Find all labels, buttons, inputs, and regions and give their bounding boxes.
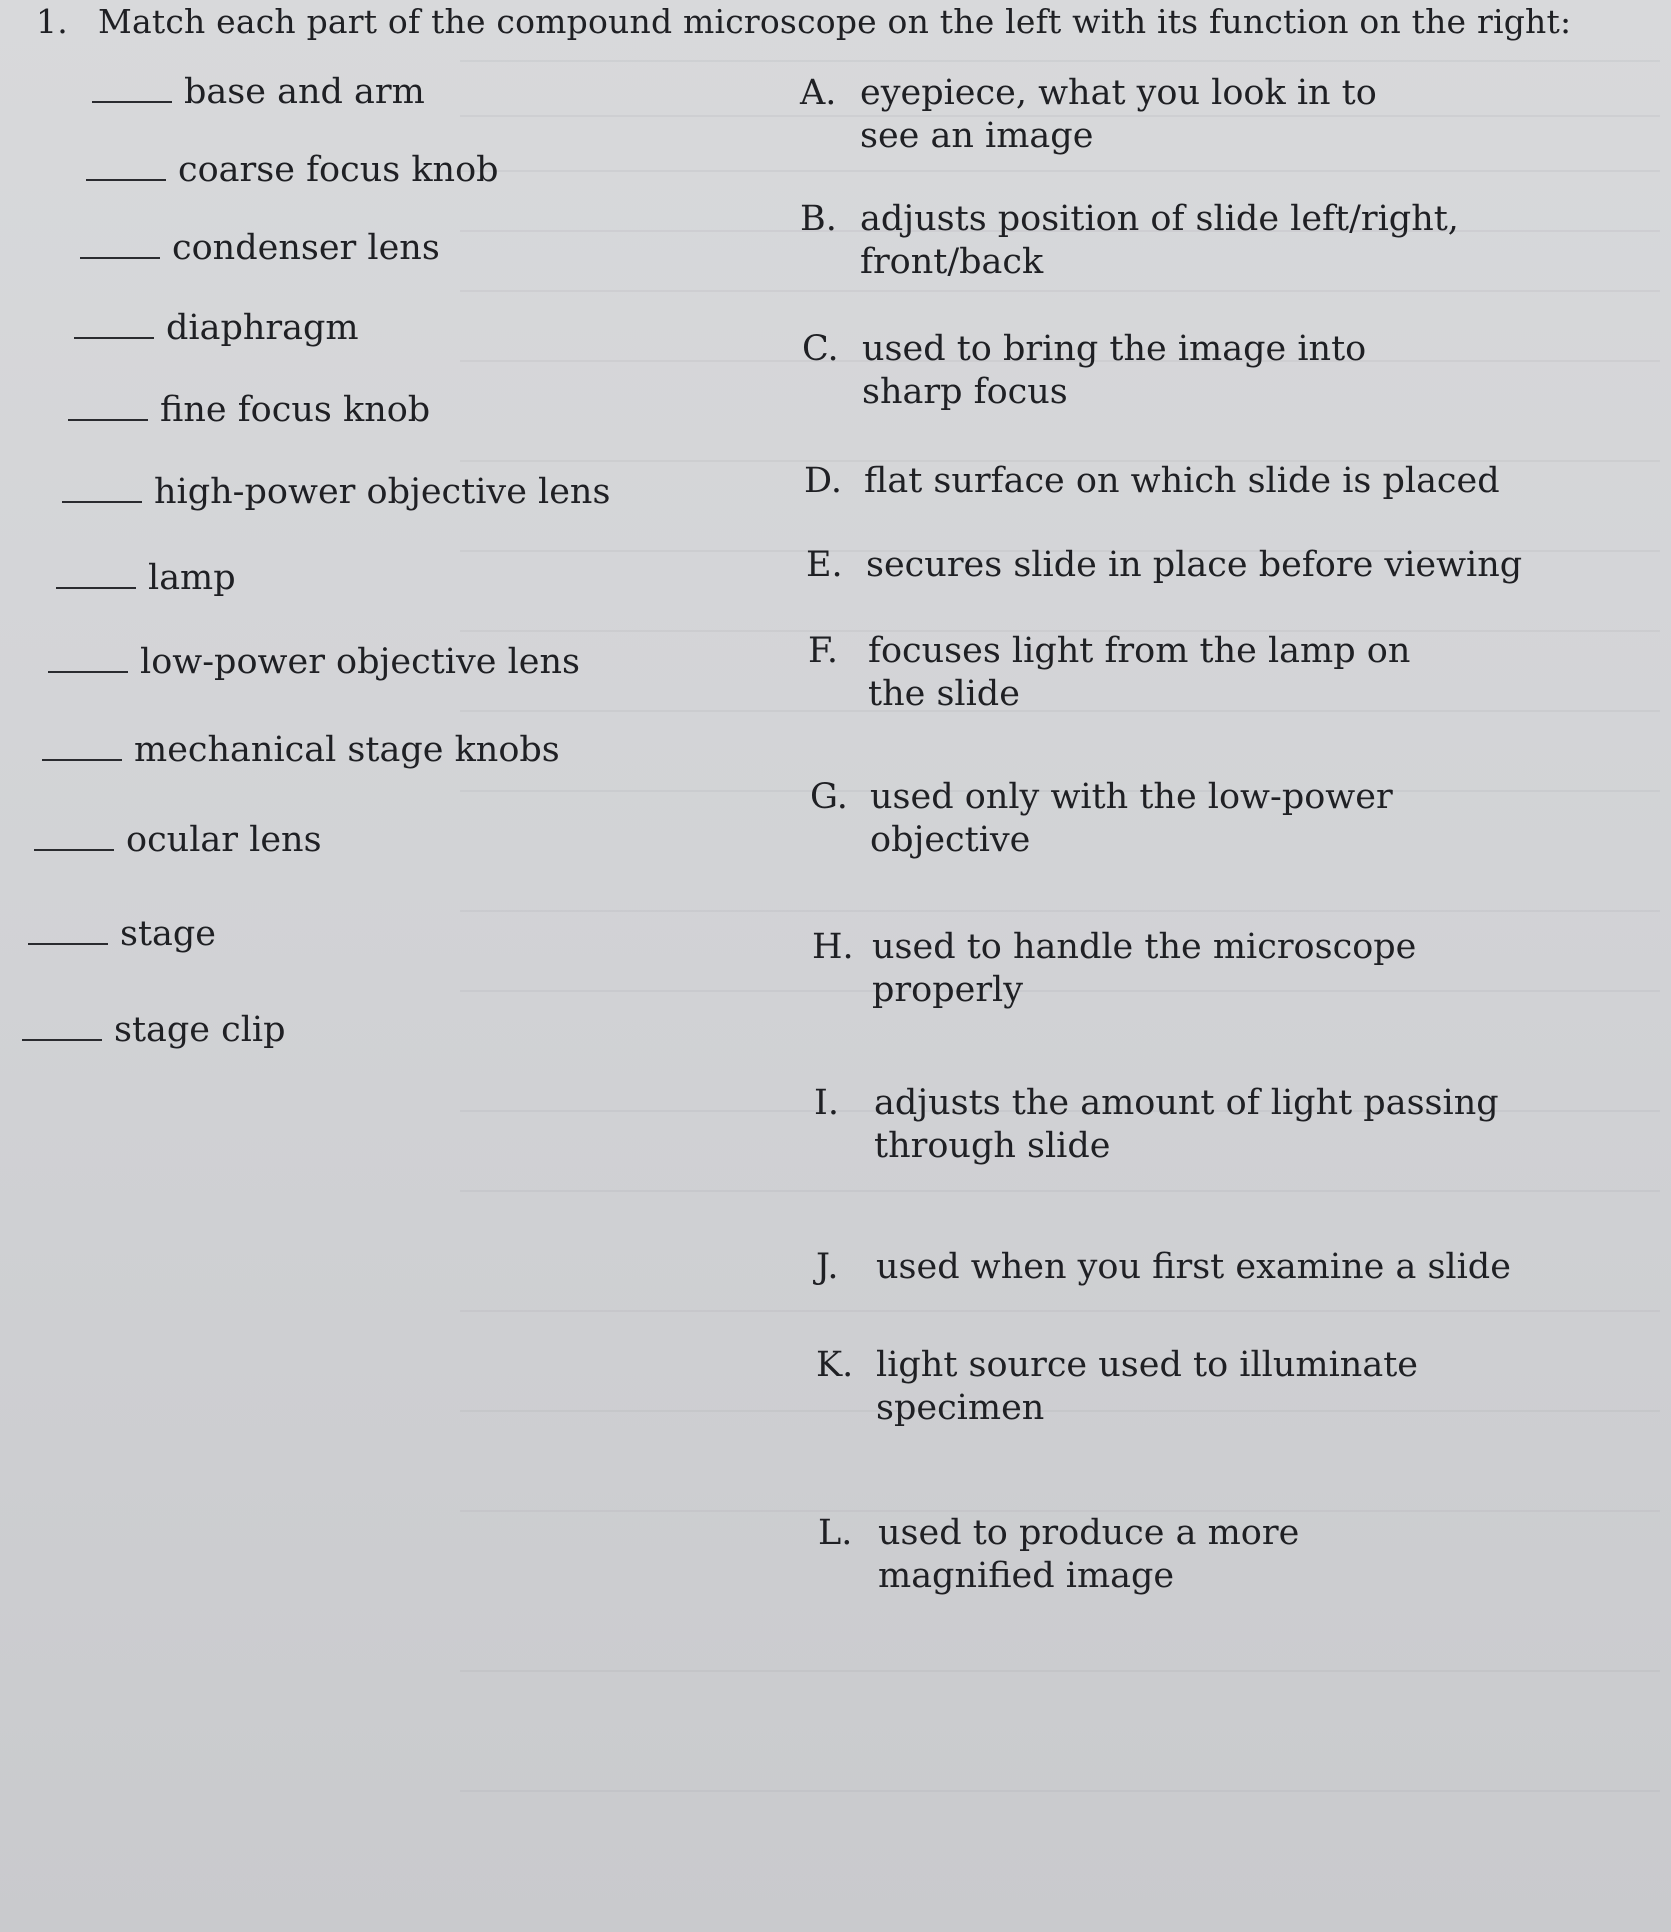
function-text: used to produce a more magnified image — [878, 1513, 1300, 1596]
part-item — [92, 72, 425, 112]
answer-blank[interactable] — [28, 942, 108, 945]
function-letter: C. — [802, 329, 839, 369]
function-item — [804, 460, 1624, 503]
question-text: Match each part of the compound microscope on the left with its function on the right: — [98, 2, 1572, 41]
answer-blank[interactable] — [74, 336, 154, 339]
function-text: used when you first examine a slide — [876, 1247, 1511, 1287]
part-label: stage clip — [114, 1010, 286, 1050]
answer-blank[interactable] — [48, 670, 128, 673]
answer-blank[interactable] — [42, 758, 122, 761]
function-item — [818, 1512, 1518, 1597]
question-number: 1. — [36, 2, 68, 41]
part-label: high-power objective lens — [154, 472, 611, 512]
answer-blank[interactable] — [62, 500, 142, 503]
part-label: fine focus knob — [160, 390, 431, 430]
function-letter: K. — [816, 1345, 854, 1385]
function-text: eyepiece, what you look in to see an image — [860, 73, 1377, 156]
function-text: light source used to illuminate specimen — [876, 1345, 1418, 1428]
function-item — [800, 198, 1500, 283]
answer-blank[interactable] — [80, 256, 160, 259]
part-item — [62, 472, 610, 512]
part-item — [74, 308, 359, 348]
function-letter: G. — [810, 777, 848, 817]
function-letter: H. — [812, 927, 854, 967]
function-text: flat surface on which slide is placed — [864, 461, 1500, 501]
part-item — [68, 390, 430, 430]
function-text: adjusts the amount of light passing through slide — [874, 1083, 1499, 1166]
answer-blank[interactable] — [56, 586, 136, 589]
function-letter: A. — [800, 73, 837, 113]
function-text: used to handle the microscope properly — [872, 927, 1417, 1010]
answer-blank[interactable] — [34, 848, 114, 851]
part-label: mechanical stage knobs — [134, 730, 560, 770]
function-item — [808, 630, 1508, 715]
answer-blank[interactable] — [68, 418, 148, 421]
function-item — [810, 776, 1510, 861]
function-item — [812, 926, 1512, 1011]
part-label: coarse focus knob — [178, 150, 499, 190]
function-text: used to bring the image into sharp focus — [862, 329, 1367, 412]
function-letter: F. — [808, 631, 838, 671]
function-item — [800, 72, 1500, 157]
part-label: condenser lens — [172, 228, 440, 268]
part-item — [28, 914, 216, 954]
part-item — [22, 1010, 286, 1050]
function-text: adjusts position of slide left/right, front/back — [860, 199, 1459, 282]
function-item — [816, 1246, 1636, 1289]
function-item — [814, 1082, 1574, 1167]
part-label: ocular lens — [126, 820, 322, 860]
answer-blank[interactable] — [92, 100, 172, 103]
part-label: stage — [120, 914, 217, 954]
answer-blank[interactable] — [22, 1038, 102, 1041]
part-item — [34, 820, 322, 860]
part-item — [56, 558, 236, 598]
part-label: base and arm — [184, 72, 425, 112]
function-text: focuses light from the lamp on the slide — [868, 631, 1411, 714]
function-item — [802, 328, 1502, 413]
function-text: secures slide in place before viewing — [866, 545, 1523, 585]
part-item — [42, 730, 560, 770]
function-text: used only with the low-power objective — [870, 777, 1393, 860]
function-letter: D. — [804, 461, 842, 501]
part-item — [86, 150, 499, 190]
function-letter: B. — [800, 199, 837, 239]
question-heading — [36, 2, 1571, 41]
function-letter: I. — [814, 1083, 839, 1123]
function-letter: L. — [818, 1513, 853, 1553]
part-item — [80, 228, 440, 268]
part-label: diaphragm — [166, 308, 359, 348]
answer-blank[interactable] — [86, 178, 166, 181]
part-label: lamp — [148, 558, 236, 598]
function-letter: E. — [806, 545, 843, 585]
function-letter: J. — [816, 1247, 839, 1287]
function-item — [816, 1344, 1516, 1429]
part-item — [48, 642, 580, 682]
part-label: low-power objective lens — [140, 642, 580, 682]
function-item — [806, 544, 1626, 587]
